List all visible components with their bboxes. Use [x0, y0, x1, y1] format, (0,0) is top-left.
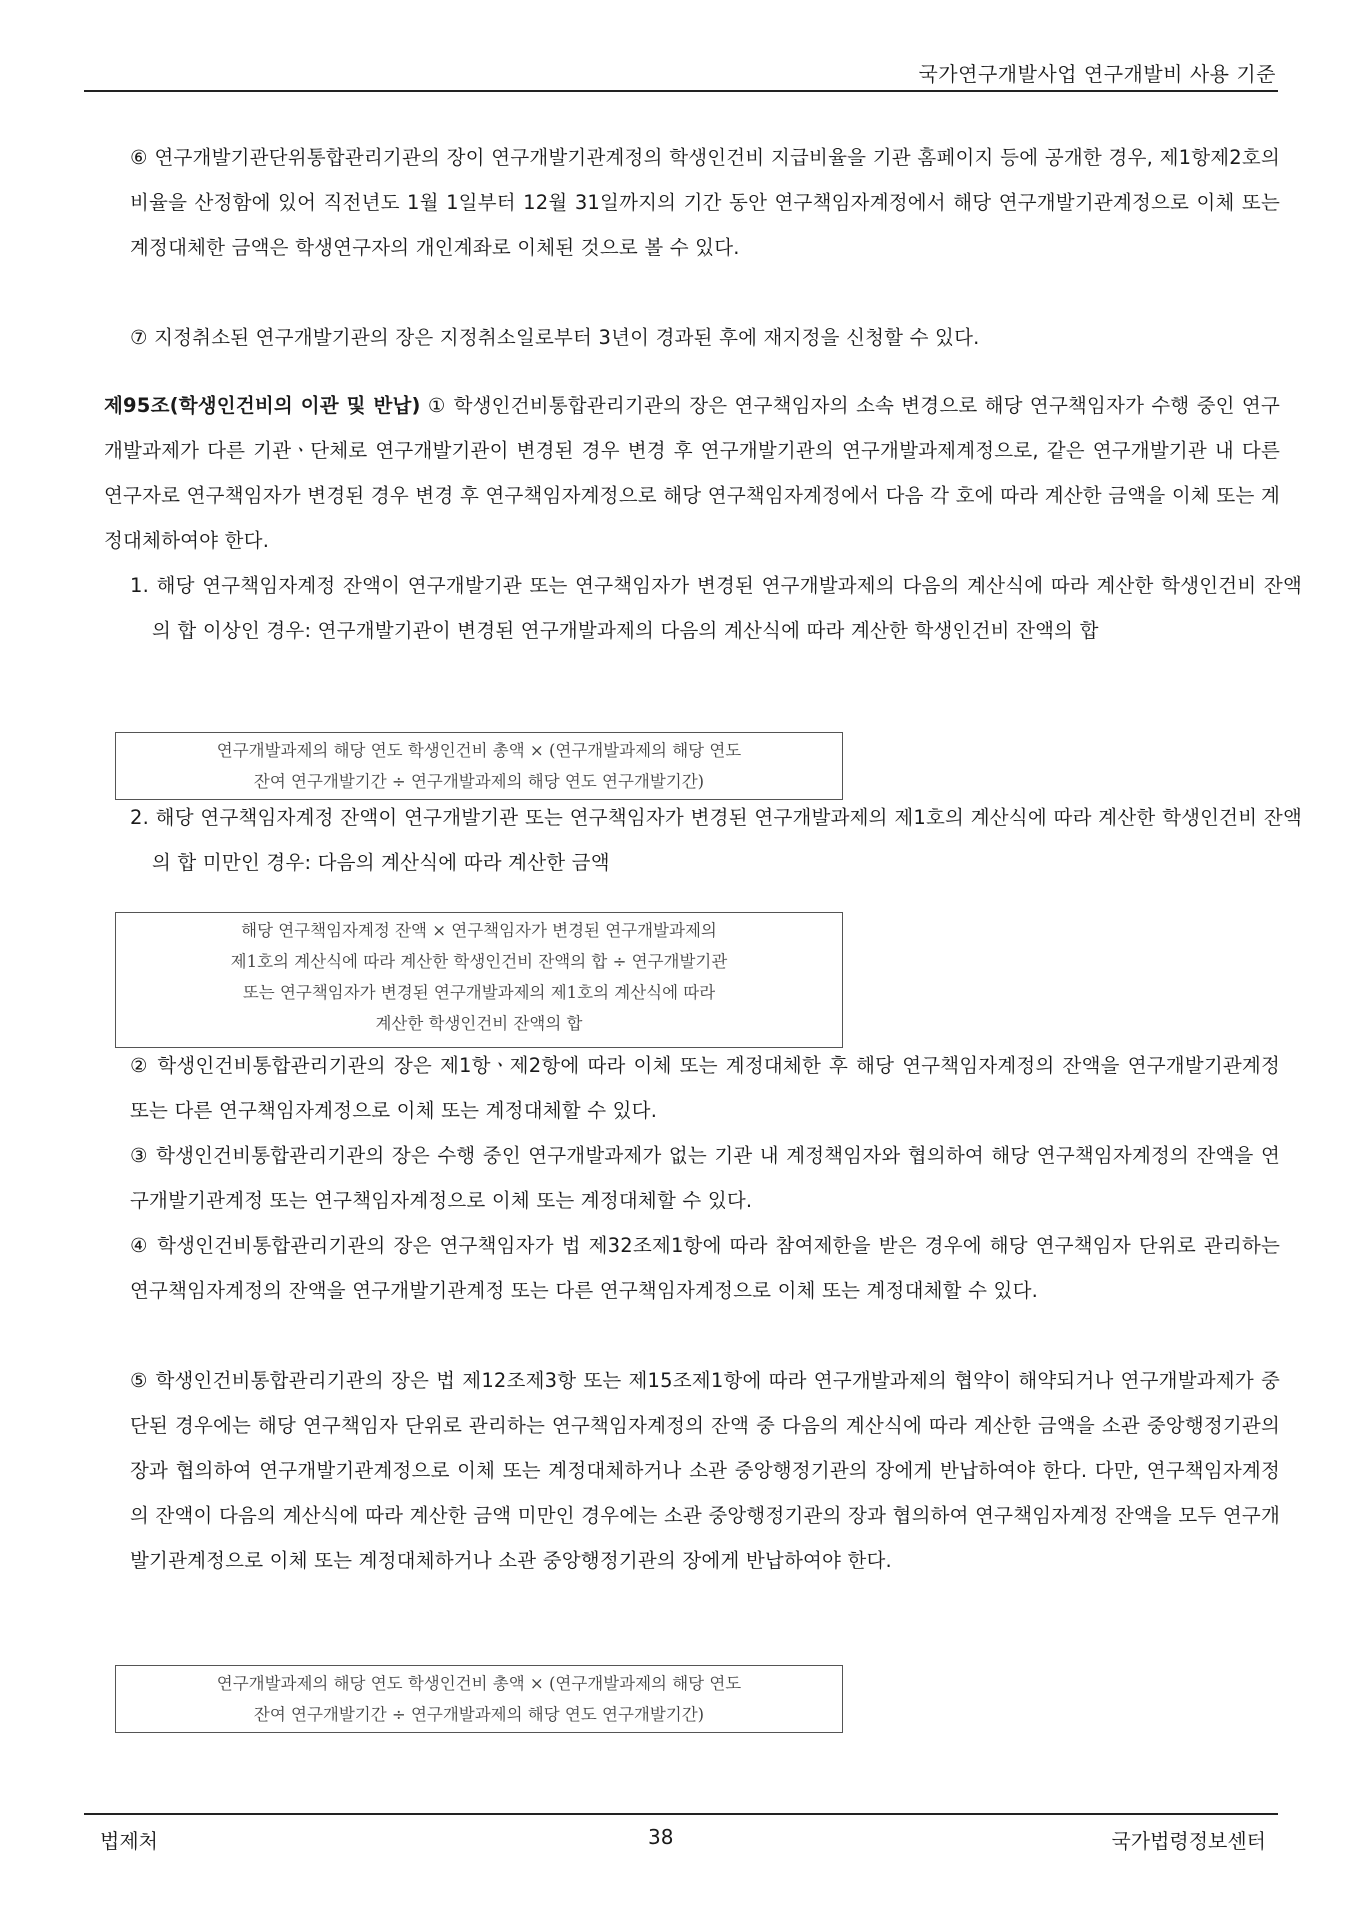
formula-line: 해당 연구책임자계정 잔액 × 연구책임자가 변경된 연구개발과제의 [241, 921, 717, 940]
formula-line: 연구개발과제의 해당 연도 학생인건비 총액 × (연구개발과제의 해당 연도 [216, 1674, 742, 1693]
article-95-item-1: 1. 해당 연구책임자계정 잔액이 연구개발기관 또는 연구책임자가 변경된 연구개발과제의 다음의 계산식에 따라 계산한 학생인건비 잔액의 합 이상인 경우: 연구개발기관이 변경된 연구개발과제의 다음의 계산식에 따라 계산한 학생인건비 잔액의 합 [130, 574, 1302, 642]
article-95-paragraph-4: ④ 학생인건비통합관리기관의 장은 연구책임자가 법 제32조제1항에 따라 참여제한을 받은 경우에 해당 연구책임자 단위로 관리하는 연구책임자계정의 잔액을 연구개발기관계정 또는 다른 연구책임자계정으로 이체 또는 계정대체할 수 있다. [130, 1234, 1280, 1302]
formula-line: 제1호의 계산식에 따라 계산한 학생인건비 잔액의 합 ÷ 연구개발기관 [230, 952, 728, 971]
paragraph-7: ⑦ 지정취소된 연구개발기관의 장은 지정취소일로부터 3년이 경과된 후에 재지정을 신청할 수 있다. [130, 326, 980, 349]
formula-line: 계산한 학생인건비 잔액의 합 [375, 1014, 583, 1033]
formula-box-1 [115, 732, 843, 800]
paragraph-6: ⑥ 연구개발기관단위통합관리기관의 장이 연구개발기관계정의 학생인건비 지급비율을 기관 홈페이지 등에 공개한 경우, 제1항제2호의 비율을 산정함에 있어 직전년도 1월 1일부터 12월 31일까지의 기간 동안 연구책임자계정에서 해당 연구개발기관계정으로 이체 또는 계정대체한 금액은 학생연구자의 개인계좌로 이체된 것으로 볼 수 있다. [130, 146, 1280, 259]
page-number: 38 [648, 1825, 674, 1849]
article-95-paragraph-1 [104, 383, 1280, 563]
footer-publisher: 법제처 [100, 1829, 158, 1853]
article-95-paragraph-5: ⑤ 학생인건비통합관리기관의 장은 법 제12조제3항 또는 제15조제1항에 따라 연구개발과제의 협약이 해약되거나 연구개발과제가 중단된 경우에는 해당 연구책임자 단위로 관리하는 연구책임자계정의 잔액 중 다음의 계산식에 따라 계산한 금액을 소관 중앙행정기관의 장과 협의하여 연구개발기관계정으로 이체 또는 계정대체하거나 소관 중앙행정기관의 장에게 반납하여야 한다. 다만, 연구책임자계정의 잔액이 다음의 계산식에 따라 계산한 금액 미만인 경우에는 소관 중앙행정기관의 장과 협의하여 연구책임자계정 잔액을 모두 연구개발기관계정으로 이체 또는 계정대체하거나 소관 중앙행정기관의 장에게 반납하여야 한다. [130, 1369, 1280, 1572]
article-95-p1-text: ① 학생인건비통합관리기관의 장은 연구책임자의 소속 변경으로 해당 연구책임자가 수행 중인 연구개발과제가 다른 기관ㆍ단체로 연구개발기관이 변경된 경우 변경 후 연구개발기관의 연구개발과제계정으로, 같은 연구개발기관 내 다른 연구자로 연구책임자가 변경된 경우 변경 후 연구책임자계정으로 해당 연구책임자계정에서 다음 각 호에 따라 계산한 금액을 이체 또는 계정대체하여야 한다. [104, 394, 1280, 552]
footer-divider [84, 1813, 1278, 1815]
article-95-paragraph-2: ② 학생인건비통합관리기관의 장은 제1항ㆍ제2항에 따라 이체 또는 계정대체한 후 해당 연구책임자계정의 잔액을 연구개발기관계정 또는 다른 연구책임자계정으로 이체 또는 계정대체할 수 있다. [130, 1054, 1280, 1122]
article-95-title: 제95조(학생인건비의 이관 및 반납) [104, 394, 421, 417]
formula-line: 잔여 연구개발기간 ÷ 연구개발과제의 해당 연도 연구개발기간) [253, 1705, 705, 1724]
page-header-title: 국가연구개발사업 연구개발비 사용 기준 [918, 62, 1276, 86]
formula-box-3 [115, 1665, 843, 1733]
formula-line: 연구개발과제의 해당 연도 학생인건비 총액 × (연구개발과제의 해당 연도 [216, 741, 742, 760]
header-divider [84, 90, 1278, 92]
article-95-paragraph-3: ③ 학생인건비통합관리기관의 장은 수행 중인 연구개발과제가 없는 기관 내 계정책임자와 협의하여 해당 연구책임자계정의 잔액을 연구개발기관계정 또는 연구책임자계정으로 이체 또는 계정대체할 수 있다. [130, 1144, 1280, 1212]
formula-line: 잔여 연구개발기간 ÷ 연구개발과제의 해당 연도 연구개발기간) [253, 772, 705, 791]
article-95-item-2: 2. 해당 연구책임자계정 잔액이 연구개발기관 또는 연구책임자가 변경된 연구개발과제의 제1호의 계산식에 따라 계산한 학생인건비 잔액의 합 미만인 경우: 다음의 계산식에 따라 계산한 금액 [130, 806, 1302, 874]
footer-source: 국가법령정보센터 [1111, 1829, 1266, 1853]
formula-line: 또는 연구책임자가 변경된 연구개발과제의 제1호의 계산식에 따라 [242, 983, 716, 1002]
formula-box-2 [115, 912, 843, 1048]
